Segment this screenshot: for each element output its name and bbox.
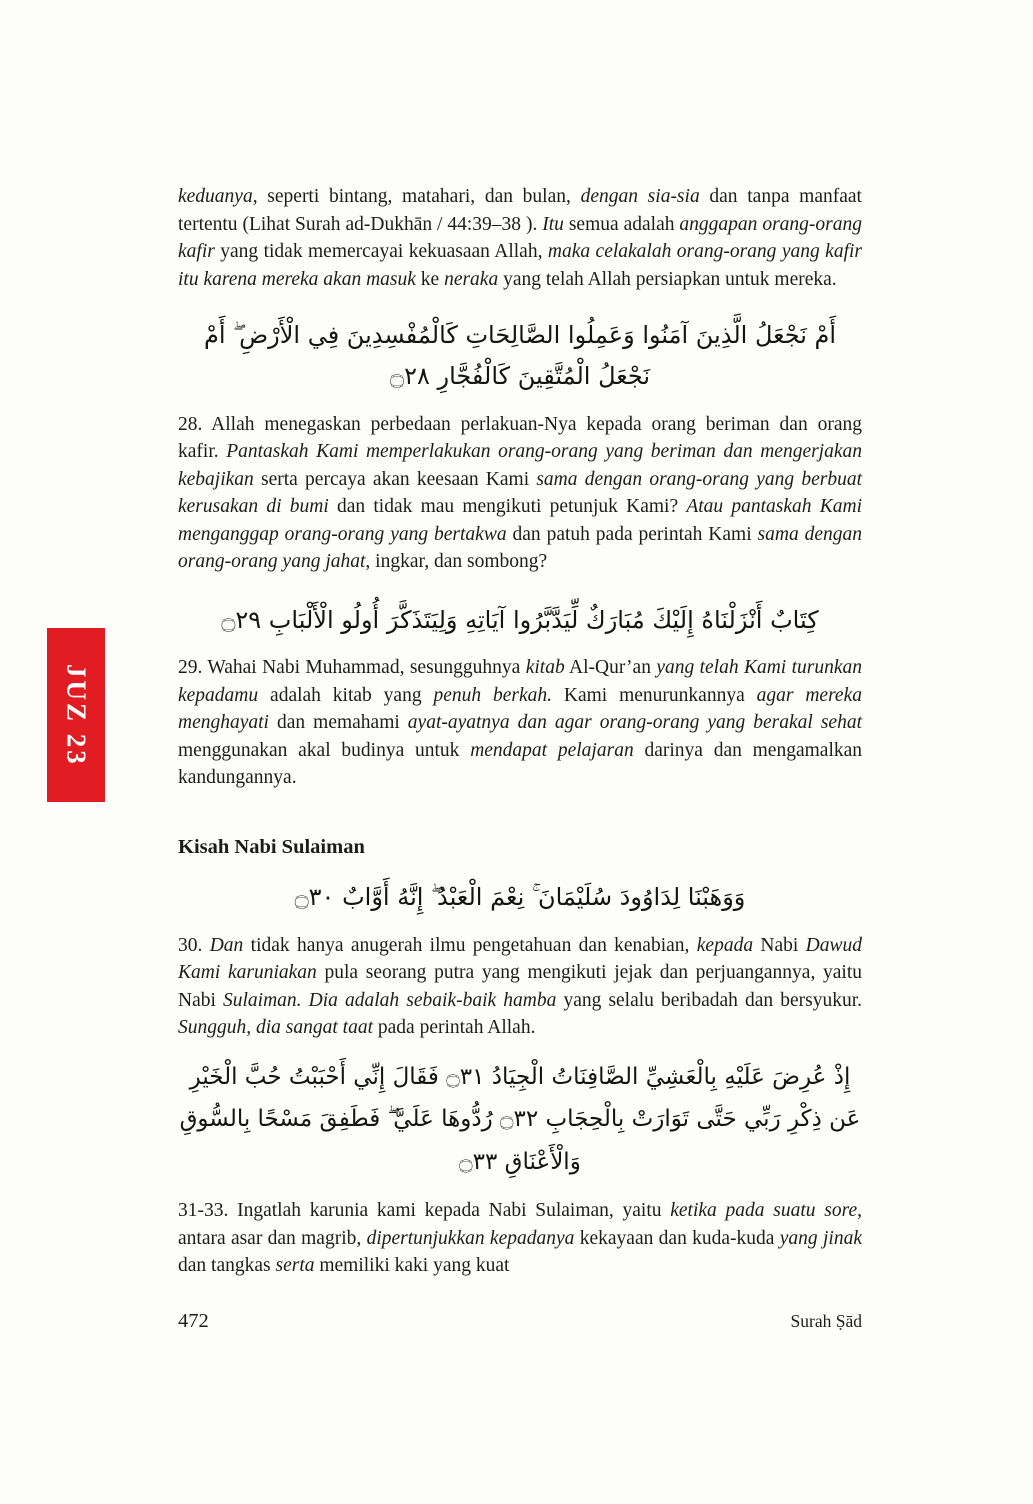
page-number: 472 [178, 1310, 209, 1332]
paragraph-continuation: keduanya, seperti bintang, matahari, dan bulan, dengan sia-sia dan tanpa manfaat tertentu (Lihat Surah ad-Dukhān / 44:39–38 ). Itu semua adalah anggapan orang-orang kafir yang tidak memercayai kekuasaan Allah, maka celakalah orang-orang yang kafir itu karena mereka akan masuk ke neraka yang telah Allah persiapkan untuk mereka. [178, 186, 863, 290]
section-heading-kisah-nabi-sulaiman: Kisah Nabi Sulaiman [178, 835, 365, 858]
paragraph-29: 29. Wahai Nabi Muhammad, sesungguhnya kitab Al-Qur’an yang telah Kami turunkan kepadamu adalah kitab yang penuh berkah. Kami menurunkannya agar mereka menghayati dan memahami ayat-ayatnya dan agar orang-orang yang berakal sehat menggunakan akal budinya untuk mendapat pelajaran darinya dan mengamalkan kandungannya. [178, 657, 863, 789]
arabic-verse-29: كِتَابٌ أَنْزَلْنَاهُ إِلَيْكَ مُبَارَكٌ لِّيَدَّبَّرُوا آيَاتِهِ وَلِيَتَذَكَّرَ أُولُو الْأَلْبَابِ ۝٢٩ [221, 605, 819, 634]
arabic-verse-28: أَمْ نَجْعَلُ الَّذِينَ آمَنُوا وَعَمِلُوا الصَّالِحَاتِ كَالْمُفْسِدِينَ فِي الْأَرْضِ ۖ أَمْ نَجْعَلُ الْمُتَّقِينَ كَالْفُجَّارِ ۝٢٨ [203, 321, 837, 390]
arabic-verse-30: وَوَهَبْنَا لِدَاوُودَ سُلَيْمَانَ ۚ نِعْمَ الْعَبْدُ ۖ إِنَّهُ أَوَّابٌ ۝٣٠ [294, 882, 746, 911]
arabic-verses-31-33: إِذْ عُرِضَ عَلَيْهِ بِالْعَشِيِّ الصَّافِنَاتُ الْجِيَادُ ۝٣١ فَقَالَ إِنِّي أَحْبَبْتُ حُبَّ الْخَيْرِ عَن ذِكْرِ رَبِّي حَتَّى تَوَارَتْ بِالْحِجَابِ ۝٣٢ رُدُّوهَا عَلَيَّ ۖ فَطَفِقَ مَسْحًا بِالسُّوقِ وَالْأَعْنَاقِ ۝٣٣ [179, 1063, 861, 1175]
page-content [178, 183, 862, 1280]
page-footer [178, 1310, 862, 1333]
paragraph-30: 30. Dan tidak hanya anugerah ilmu pengetahuan dan kenabian, kepada Nabi Dawud Kami karuniakan pula seorang putra yang mengikuti jejak dan perjuangannya, yaitu Nabi Sulaiman. Dia adalah sebaik-baik hamba yang selalu beribadah dan bersyukur. Sungguh, dia sangat taat pada perintah Allah. [178, 934, 863, 1039]
surah-name: Surah Ṣād [790, 1311, 862, 1331]
juz-tab [47, 628, 105, 802]
paragraph-31-33: 31-33. Ingatlah karunia kami kepada Nabi Sulaiman, yaitu ketika pada suatu sore, antara asar dan magrib, dipertunjukkan kepadanya kekayaan dan kuda-kuda yang jinak dan tangkas serta memiliki kaki yang kuat [178, 1200, 862, 1277]
paragraph-28: 28. Allah menegaskan perbedaan perlakuan-Nya kepada orang beriman dan orang kafir. Pantaskah Kami memperlakukan orang-orang yang beriman dan mengerjakan kebajikan serta percaya akan keesaan Kami sama dengan orang-orang yang berbuat kerusakan di bumi dan tidak mau mengikuti petunjuk Kami? Atau pantaskah Kami menganggap orang-orang yang bertakwa dan patuh pada perintah Kami sama dengan orang-orang yang jahat, ingkar, dan sombong? [178, 413, 863, 573]
juz-label: JUZ 23 [61, 663, 92, 767]
